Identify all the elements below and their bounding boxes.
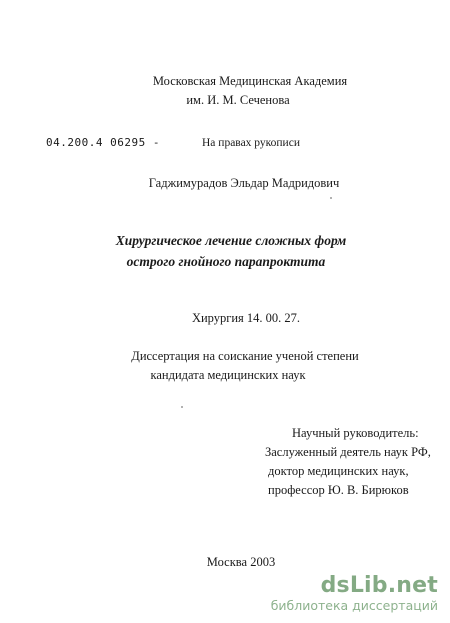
place-and-year: Москва 2003 [206, 555, 276, 569]
supervisor-name: профессор Ю. В. Бирюков [268, 483, 409, 497]
degree-line-1: Диссертация на соискание ученой степени [131, 349, 359, 363]
supervisor-title-line-2: доктор медицинских наук, [268, 464, 409, 478]
author-name: Гаджимурадов Эльдар Мадридович [148, 176, 340, 190]
watermark-subtitle: библиотека диссертаций [270, 598, 438, 613]
watermark [271, 574, 438, 613]
institution-line-1: Московская Медицинская Академия [152, 74, 348, 88]
supervisor-title-line-1: Заслуженный деятель наук РФ, [265, 445, 431, 459]
scan-speck [330, 197, 332, 199]
specialty-code: Хирургия 14. 00. 27. [191, 311, 301, 325]
manuscript-note: На правах рукописи [202, 137, 300, 149]
dissertation-title-line-1: Хирургическое лечение сложных форм [115, 233, 347, 248]
catalog-stamp: 04.200.4 06295 - [46, 136, 160, 149]
supervisor-heading: Научный руководитель: [292, 426, 419, 440]
dissertation-title-line-2: острого гнойного парапроктита [126, 254, 326, 269]
watermark-logo: dsLib.net [320, 573, 438, 598]
institution-line-2: им. И. М. Сеченова [186, 93, 290, 107]
degree-line-2: кандидата медицинских наук [150, 368, 306, 382]
scan-speck [181, 406, 183, 408]
